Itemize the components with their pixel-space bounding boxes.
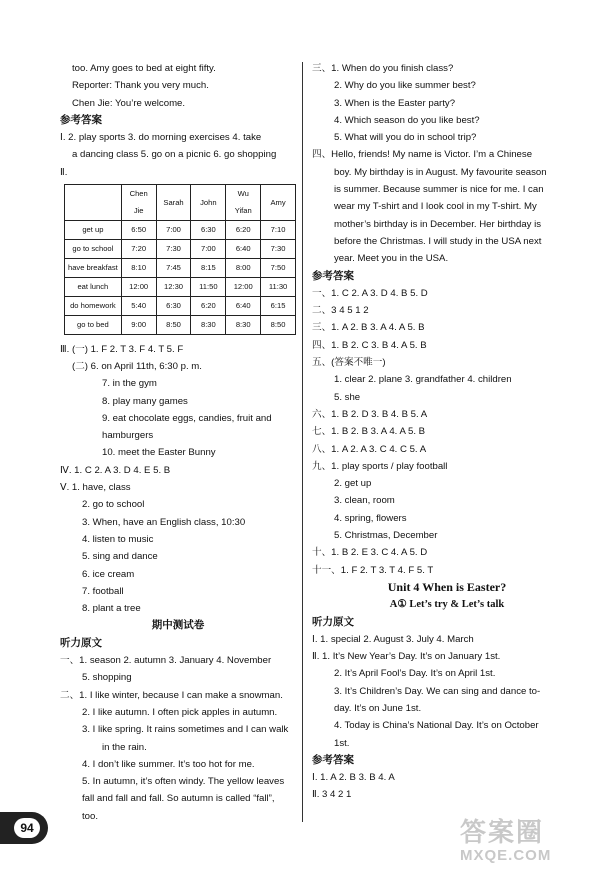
text-line: 二、1. I like winter, because I can make a snowman. — [60, 689, 283, 701]
text-line: 3. It’s Children’s Day. We can sing and dance to- — [334, 685, 541, 697]
left-text-block-top — [60, 60, 296, 181]
table-cell: 8:50 — [261, 315, 296, 334]
table-row-label: get up — [65, 220, 122, 239]
page-number: 94 — [14, 818, 40, 838]
table-cell: 7:00 — [156, 220, 191, 239]
left-text-block-bottom — [60, 341, 296, 825]
text-line: too. Amy goes to bed at eight fifty. — [72, 63, 216, 74]
text-line: 2. It’s April Fool’s Day. It’s on April 1st. — [334, 668, 496, 680]
table-cell: 8:50 — [156, 315, 191, 334]
text-line: is summer. Because summer is nice for me. I can — [334, 184, 544, 196]
text-line: A① Let’s try & Let’s talk — [389, 599, 505, 611]
table-cell: 6:50 — [121, 220, 156, 239]
text-line: Ⅱ. — [60, 166, 68, 178]
table-cell: 7:30 — [261, 239, 296, 258]
text-line: 8. play many games — [102, 395, 188, 407]
table-row-label: eat lunch — [65, 277, 122, 296]
text-line: a dancing class 5. go on a picnic 6. go shopping — [72, 149, 277, 161]
text-line: 5. she — [334, 391, 361, 403]
table-cell: 8:30 — [226, 315, 261, 334]
text-line: 9. eat chocolate eggs, candies, fruit and — [102, 412, 272, 424]
text-line: wear my T-shirt and I look cool in my T-shirt. My — [334, 201, 537, 213]
table-row-label: do homework — [65, 296, 122, 315]
text-line: 2. get up — [334, 478, 372, 490]
right-text-block — [312, 60, 582, 804]
text-line: 4. listen to music — [82, 533, 154, 545]
text-line: 六、1. B 2. D 3. B 4. B 5. A — [312, 408, 428, 420]
table-cell: 6:30 — [191, 220, 226, 239]
text-line: 8. plant a tree — [82, 603, 141, 615]
text-line: 四、1. B 2. C 3. B 4. A 5. B — [312, 339, 427, 351]
table-cell: 7:45 — [156, 258, 191, 277]
text-line: Chen Jie: You’re welcome. — [72, 97, 186, 109]
text-line: 2. Why do you like summer best? — [334, 80, 476, 92]
text-line: 一、1. season 2. autumn 3. January 4. November — [60, 655, 272, 667]
left-column — [60, 60, 296, 825]
text-line: Ⅱ. 3 4 2 1 — [312, 789, 352, 801]
text-line: before the Christmas. I will study in the USA next — [334, 235, 542, 247]
table-row — [65, 258, 296, 277]
text-line: 3. When is the Easter party? — [334, 97, 456, 109]
text-line: boy. My birthday is in August. My favourite season — [334, 166, 547, 178]
table-header-cell: Chen Jie — [121, 185, 156, 221]
text-line: 一、1. C 2. A 3. D 4. B 5. D — [312, 287, 428, 299]
watermark-logo: 答案圈 — [460, 818, 545, 848]
text-line: 6. ice cream — [82, 568, 135, 580]
text-line: 3. clean, room — [334, 495, 395, 507]
table-header-cell: Sarah — [156, 185, 191, 221]
text-line: 十一、1. F 2. T 3. T 4. F 5. T — [312, 564, 434, 576]
text-line: Ⅳ. 1. C 2. A 3. D 4. E 5. B — [60, 464, 171, 476]
text-line: 1st. — [334, 737, 350, 749]
text-line: 听力原文 — [312, 615, 354, 628]
text-line: 3. When, have an English class, 10:30 — [82, 516, 246, 528]
text-line: (二) 6. on April 11th, 6:30 p. m. — [72, 360, 202, 372]
text-line: 十、1. B 2. E 3. C 4. A 5. D — [312, 547, 428, 559]
table-row — [65, 315, 296, 334]
schedule-table — [64, 184, 296, 335]
text-line: 参考答案 — [312, 753, 354, 766]
text-line: mother’s birthday is in December. Her birthday is — [334, 218, 542, 230]
table-cell: 12:00 — [226, 277, 261, 296]
text-line: 5. sing and dance — [82, 551, 158, 563]
table-cell: 7:20 — [121, 239, 156, 258]
table-cell: 7:10 — [261, 220, 296, 239]
text-line: 五、(答案不唯一) — [312, 357, 386, 369]
text-line: 5. What will you do in school trip? — [334, 132, 477, 144]
table-header-cell: Wu Yifan — [226, 185, 261, 221]
text-line: 八、1. A 2. A 3. C 4. C 5. A — [312, 443, 427, 455]
text-line: 参考答案 — [312, 269, 354, 282]
table-header-cell — [65, 185, 122, 221]
text-line: 4. Today is China’s National Day. It’s on October — [334, 720, 539, 732]
table-row-label: go to bed — [65, 315, 122, 334]
column-divider — [302, 62, 303, 822]
text-line: 4. Which season do you like best? — [334, 114, 480, 126]
table-cell: 12:00 — [121, 277, 156, 296]
text-line: 7. football — [82, 585, 124, 597]
text-line: 5. Christmas, December — [334, 530, 438, 542]
table-row — [65, 277, 296, 296]
text-line: 1. clear 2. plane 3. grandfather 4. children — [334, 374, 512, 386]
page-number-tab — [0, 812, 48, 844]
text-line: Reporter: Thank you very much. — [72, 80, 209, 92]
text-line: too. — [82, 810, 99, 822]
text-line: Ⅰ. 2. play sports 3. do morning exercises 4. take — [60, 132, 262, 144]
table-cell: 6:15 — [261, 296, 296, 315]
text-line: 5. In autumn, it’s often windy. The yellow leaves — [82, 776, 285, 788]
table-cell: 6:40 — [226, 239, 261, 258]
table-cell: 7:00 — [191, 239, 226, 258]
table-cell: 6:20 — [226, 220, 261, 239]
text-line: 4. spring, flowers — [334, 512, 407, 524]
text-line: 参考答案 — [60, 113, 102, 126]
table-header-row — [65, 185, 296, 221]
watermark — [460, 812, 590, 868]
text-line: Ⅰ. 1. special 2. August 3. July 4. March — [312, 633, 474, 645]
table-cell: 7:50 — [261, 258, 296, 277]
text-line: year. Meet you in the USA. — [334, 253, 449, 265]
text-line: 10. meet the Easter Bunny — [102, 447, 216, 459]
text-line: 2. I like autumn. I often pick apples in autumn. — [82, 706, 278, 718]
right-column — [312, 60, 582, 804]
table-cell: 9:00 — [121, 315, 156, 334]
table-cell: 6:20 — [191, 296, 226, 315]
text-line: Ⅲ. (一) 1. F 2. T 3. F 4. T 5. F — [60, 343, 184, 355]
table-cell: 11:30 — [261, 277, 296, 296]
table-row — [65, 296, 296, 315]
table-cell: 8:00 — [226, 258, 261, 277]
table-header-cell: Amy — [261, 185, 296, 221]
text-line: 七、1. B 2. B 3. A 4. A 5. B — [312, 426, 426, 438]
text-line: 三、1. A 2. B 3. A 4. A 5. B — [312, 322, 425, 334]
table-cell: 6:30 — [156, 296, 191, 315]
table-cell: 12:30 — [156, 277, 191, 296]
text-line: Ⅴ. 1. have, class — [60, 482, 131, 494]
table-cell: 11:50 — [191, 277, 226, 296]
table-cell: 6:40 — [226, 296, 261, 315]
table-row — [65, 239, 296, 258]
text-line: 5. shopping — [82, 672, 132, 684]
table-cell: 8:15 — [191, 258, 226, 277]
text-line: 3. I like spring. It rains sometimes and I can walk — [82, 724, 289, 736]
table-row-label: have breakfast — [65, 258, 122, 277]
text-line: 期中测试卷 — [151, 619, 205, 632]
table-cell: 5:40 — [121, 296, 156, 315]
table-cell: 7:30 — [156, 239, 191, 258]
text-line: 7. in the gym — [102, 378, 157, 390]
text-line: 4. I don’t like summer. It’s too hot for me. — [82, 758, 255, 770]
text-line: 四、Hello, friends! My name is Victor. I’m a Chinese — [312, 149, 533, 161]
text-line: 听力原文 — [60, 636, 102, 649]
table-header-cell: John — [191, 185, 226, 221]
text-line: 二、3 4 5 1 2 — [312, 305, 369, 317]
table-row-label: go to school — [65, 239, 122, 258]
text-line: 2. go to school — [82, 499, 145, 511]
text-line: Ⅱ. 1. It’s New Year’s Day. It’s on January 1st. — [312, 651, 501, 663]
text-line: day. It’s on June 1st. — [334, 702, 422, 714]
text-line: in the rain. — [102, 741, 147, 753]
table-cell: 8:30 — [191, 315, 226, 334]
text-line: fall and fall and fall. So autumn is called “fall”, — [82, 793, 275, 805]
text-line: Unit 4 When is Easter? — [387, 579, 507, 594]
text-line: 三、1. When do you finish class? — [312, 63, 454, 74]
text-line: hamburgers — [102, 430, 154, 442]
text-line: Ⅰ. 1. A 2. B 3. B 4. A — [312, 772, 395, 784]
text-line: 九、1. play sports / play football — [312, 460, 448, 472]
table-cell: 8:10 — [121, 258, 156, 277]
table-row — [65, 220, 296, 239]
watermark-url: MXQE.COM — [460, 847, 552, 864]
